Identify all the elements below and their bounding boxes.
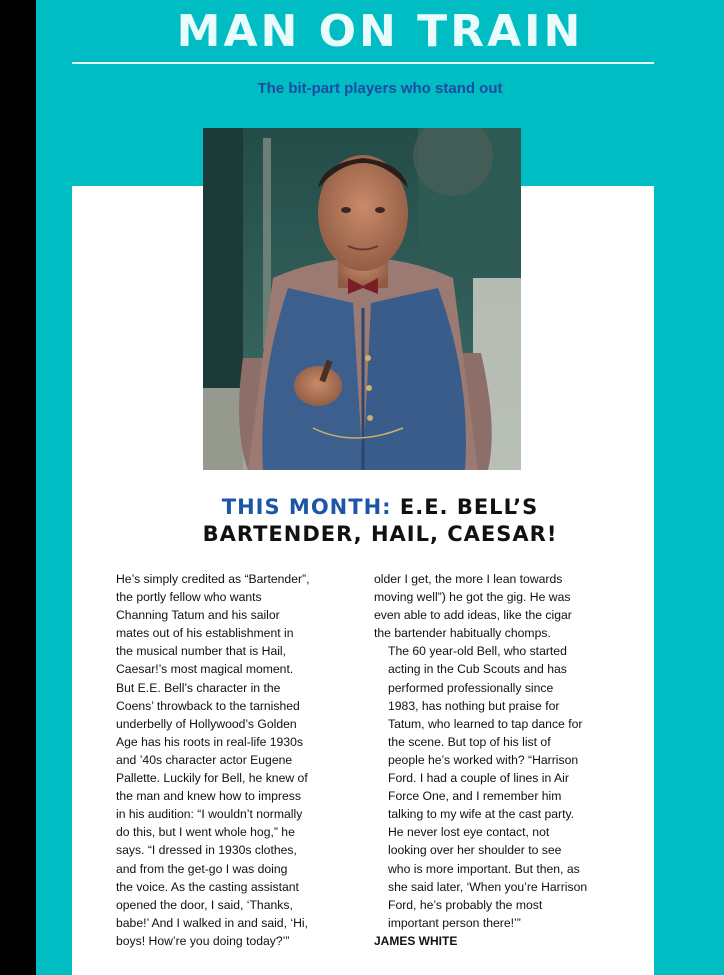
right-column-line: who is more important. But then, as [388, 861, 580, 876]
right-column-line: even able to add ideas, like the cigar [374, 608, 572, 623]
left-column-line: the musical number that is Hail, [116, 644, 287, 659]
left-column-line: Channing Tatum and his sailor [116, 608, 280, 623]
right-column-line: she said later, ‘When you’re Harrison [388, 879, 588, 894]
right-column-line: Force One, and I remember him [388, 789, 562, 804]
left-column-line: But E.E. Bell’s character in the [116, 680, 281, 695]
left-column-line: underbelly of Hollywood’s Golden [116, 716, 297, 731]
right-column-line: 1983, has nothing but praise for [388, 698, 560, 713]
right-column-line: performed professionally since [388, 680, 554, 695]
left-column-line: Pallette. Luckily for Bell, he knew of [116, 771, 308, 786]
right-column-line: The 60 year-old Bell, who started [388, 644, 567, 659]
right-column-line: talking to my wife at the cast party. [388, 807, 575, 822]
section-title: MAN ON TRAIN [176, 6, 584, 57]
article-headline [36, 494, 724, 548]
left-column-line: do this, but I went whole hog,” he [116, 825, 295, 840]
right-column-line: the scene. But top of his list of [388, 734, 551, 749]
headline-line1: E.E. BELL’S [399, 495, 539, 519]
headline-line2: BARTENDER, HAIL, CAESAR! [202, 522, 558, 546]
author-byline: JAMES WHITE [374, 933, 458, 948]
right-column-line: moving well”) he got the gig. He was [374, 590, 571, 605]
right-column-line: He never lost eye contact, not [388, 825, 550, 840]
right-column-line: looking over her shoulder to see [388, 843, 562, 858]
left-column-line: the portly fellow who wants [116, 590, 262, 605]
right-column-line: important person there!’” [388, 915, 521, 930]
left-column-line: mates out of his establishment in [116, 626, 294, 641]
left-column-line: He’s simply credited as “Bartender”, [116, 572, 310, 586]
section-subtitle: The bit-part players who stand out [257, 80, 503, 97]
left-column-line: the voice. As the casting assistant [116, 879, 299, 894]
title-rule [72, 62, 654, 64]
right-column-line: Ford, he’s probably the most [388, 897, 543, 912]
bartender-photo [203, 128, 521, 470]
right-column-line: Tatum, who learned to tap dance for [388, 716, 583, 731]
article-column-right [374, 570, 642, 950]
left-column-line: the man and knew how to impress [116, 789, 301, 804]
right-paragraph-1 [374, 570, 642, 642]
magazine-page [36, 0, 724, 975]
right-paragraph-2 [374, 642, 642, 932]
right-column-line: the bartender habitually chomps. [374, 626, 551, 641]
left-column-line: and from the get-go I was doing [116, 861, 288, 876]
left-column-line: opened the door, I said, ‘Thanks, [116, 897, 293, 912]
headline-kicker: THIS MONTH: [221, 495, 392, 519]
right-column-line: older I get, the more I lean towards [374, 572, 563, 586]
right-column-line: acting in the Cub Scouts and has [388, 662, 567, 677]
article-photo [203, 128, 521, 470]
left-column-line: boys! How’re you doing today?’” [116, 933, 290, 948]
left-column-line: says. “I dressed in 1930s clothes, [116, 843, 297, 858]
left-column-line: Coens’ throwback to the tarnished [116, 698, 300, 713]
right-column-line: people he’s worked with? “Harrison [388, 752, 579, 767]
article-column-left [116, 570, 378, 950]
left-column-line: babe!’ And I walked in and said, ‘Hi, [116, 915, 308, 930]
right-column-line: Ford. I had a couple of lines in Air [388, 771, 569, 786]
left-column-line: and ’40s character actor Eugene [116, 752, 293, 767]
left-column-line: Caesar!’s most magical moment. [116, 662, 294, 677]
left-column-line: in his audition: “I wouldn’t normally [116, 807, 303, 822]
left-column-line: Age has his roots in real-life 1930s [116, 734, 303, 749]
